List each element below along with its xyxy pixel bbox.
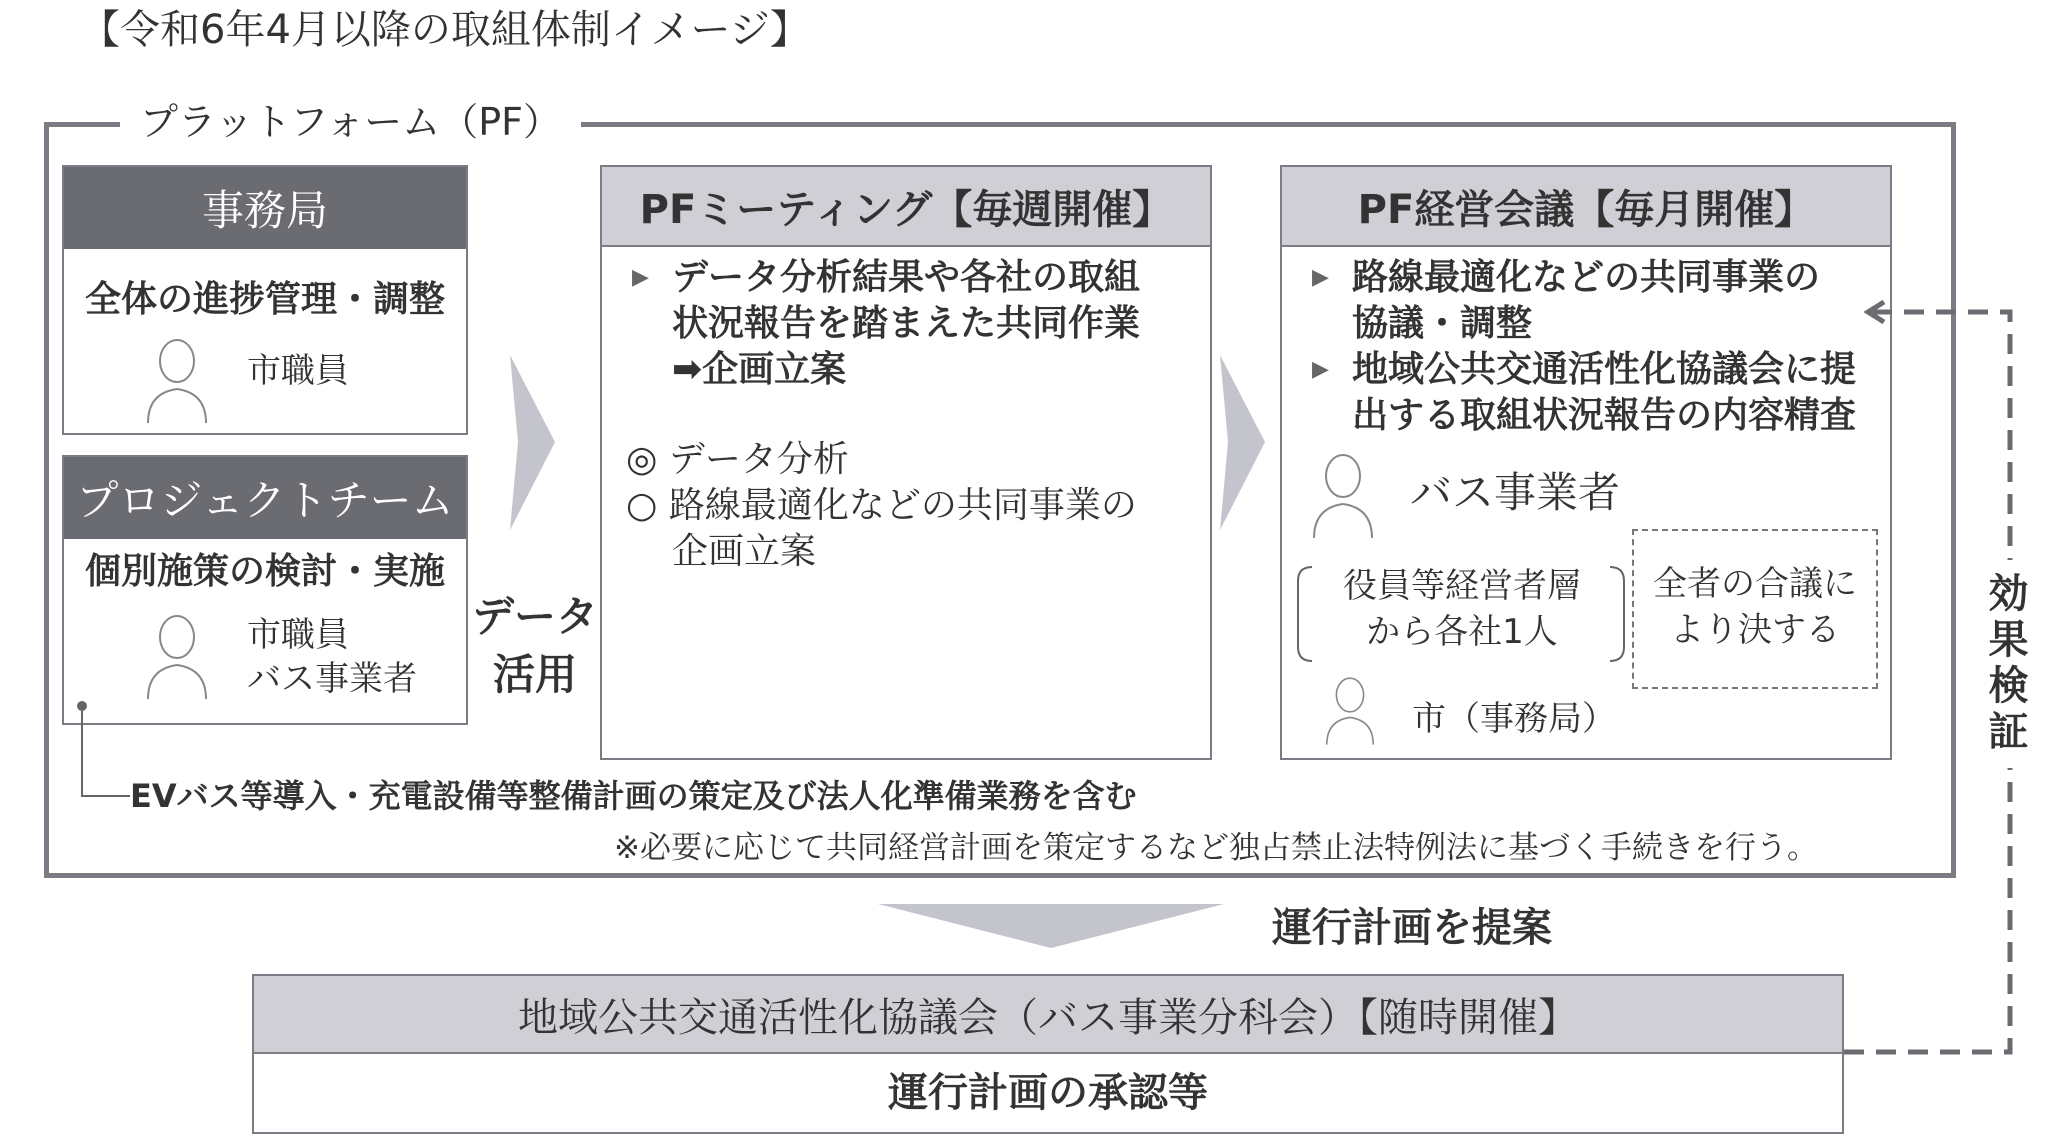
- pf-council-city: 市（事務局）: [1412, 699, 1616, 739]
- project-team-box: [62, 455, 468, 725]
- footnote-includes: EVバス等導入・充電設備等整備計画の策定及び法人化準備業務を含む: [130, 777, 1137, 815]
- pf-meeting-item-2-line-2: 企画立案: [672, 531, 817, 572]
- footnote-connector: [74, 700, 134, 805]
- pf-meeting-item-1: ◎ データ分析: [626, 439, 849, 480]
- data-use-line2: 活用: [492, 650, 577, 699]
- effect-check-panel: [1984, 560, 2026, 768]
- pf-meeting-item-2-line-1: ○ 路線最適化などの共同事業の: [626, 485, 1137, 526]
- footnote-procedure: ※必要に応じて共同経営計画を策定するなど独占禁止法特例法に基づく手続きを行う。: [614, 830, 1818, 866]
- person-icon: [142, 613, 212, 701]
- propose-label: 運行計画を提案: [1272, 905, 1552, 951]
- secretariat-member: 市職員: [247, 351, 349, 391]
- right-bracket-icon: [1608, 565, 1628, 663]
- secretariat-box: [62, 165, 468, 435]
- secretariat-header: 事務局: [64, 167, 466, 249]
- platform-label: プラットフォーム（PF）: [120, 96, 581, 148]
- data-use-line1: データ: [471, 592, 598, 641]
- project-team-header: プロジェクトチーム: [64, 457, 466, 539]
- pf-meeting-bullet-line-3: ➡企画立案: [672, 349, 847, 390]
- bullet-triangle-icon: ▶: [632, 265, 649, 290]
- pf-meeting-bullets: [602, 255, 1210, 393]
- pf-council-bullet-2-line-1: 地域公共交通活性化協議会に提: [1352, 349, 1857, 390]
- consensus-line-1: 全者の合議に: [1653, 564, 1857, 604]
- project-team-role: 個別施策の検討・実施: [84, 551, 445, 592]
- pf-council-operator-detail-1: 役員等経営者層: [1343, 566, 1581, 606]
- person-icon: [1322, 675, 1378, 747]
- pf-council-bullets: [1282, 255, 1890, 439]
- chevron-right-icon: [510, 355, 560, 530]
- secretariat-role: 全体の進捗管理・調整: [84, 279, 445, 320]
- pf-council-bullet-2: [1282, 347, 1890, 439]
- pf-council-bullet-2-line-2: 出する取組状況報告の内容精査: [1352, 395, 1857, 436]
- pf-council-box: [1280, 165, 1892, 760]
- bullet-triangle-icon: ▶: [1312, 357, 1329, 382]
- effect-check-label: 効果検証: [1982, 572, 2028, 756]
- pf-council-bullet-1: [1282, 255, 1890, 347]
- left-bracket-icon: [1294, 565, 1314, 663]
- consensus-line-2: より決する: [1670, 610, 1840, 650]
- chevron-down-icon: [878, 904, 1224, 954]
- pf-council-operator: バス事業者: [1410, 468, 1621, 517]
- person-icon: [142, 337, 212, 425]
- chevron-right-icon: [1220, 355, 1270, 530]
- bullet-triangle-icon: ▶: [1312, 265, 1329, 290]
- pf-council-operator-detail-2: から各社1人: [1366, 612, 1558, 652]
- regional-council-box: [252, 974, 1844, 1134]
- pf-meeting-box: [600, 165, 1212, 760]
- pf-meeting-header: PFミーティング【毎週開催】: [602, 167, 1210, 247]
- project-team-member-1: 市職員: [247, 615, 349, 655]
- pf-meeting-bullet-line-1: データ分析結果や各社の取組: [672, 257, 1141, 298]
- pf-council-bullet-1-line-1: 路線最適化などの共同事業の: [1352, 257, 1821, 298]
- pf-meeting-bullet: [602, 255, 1210, 393]
- pf-council-bullet-1-line-2: 協議・調整: [1352, 303, 1533, 344]
- person-icon: [1308, 452, 1378, 540]
- regional-council-header: 地域公共交通活性化協議会（バス事業分科会）【随時開催】: [254, 976, 1842, 1054]
- project-team-member-2: バス事業者: [247, 659, 417, 699]
- page-title: 【令和6年4月以降の取組体制イメージ】: [80, 7, 810, 53]
- pf-council-header: PF経営会議【毎月開催】: [1282, 167, 1890, 247]
- regional-council-body: 運行計画の承認等: [888, 1070, 1208, 1116]
- pf-meeting-bullet-line-2: 状況報告を踏まえた共同作業: [672, 303, 1141, 344]
